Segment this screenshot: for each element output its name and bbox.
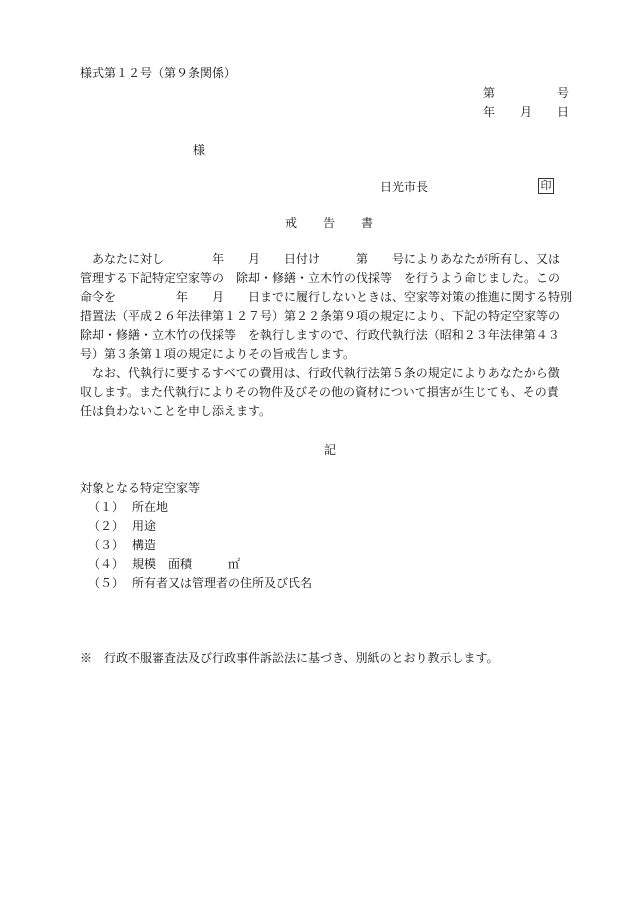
item-number: （５） <box>88 576 125 590</box>
body-line: あなたに対し 年 月 日付け 第 号によりあなたが所有し、又は <box>92 252 561 266</box>
item-number: （３） <box>88 538 125 552</box>
item-number: （１） <box>88 500 125 514</box>
item-label: 規模 面積 ㎡ <box>132 557 241 571</box>
document-number-suffix: 号 <box>556 86 569 100</box>
item-label: 所在地 <box>132 500 169 514</box>
document-number-prefix: 第 <box>483 86 496 100</box>
item-label: 構造 <box>132 538 157 552</box>
title-char-1: 戒 <box>285 216 298 230</box>
seal-mark: 印 <box>538 178 554 194</box>
body-line: 収します。また代執行によりその物件及びその他の資材について損害が生じても、その責 <box>80 385 559 399</box>
date-month: 月 <box>519 105 532 119</box>
body-line: なお、代執行に要するすべての費用は、行政代執行法第５条の規定によりあなたから徴 <box>92 366 560 380</box>
item-label: 所有者又は管理者の住所及び氏名 <box>132 576 313 590</box>
title-char-3: 書 <box>360 216 373 230</box>
document-date <box>483 106 569 118</box>
body-line: 除却・修繕・立木竹の伐採等 を執行しますので、行政代執行法（昭和２３年法律第４３ <box>80 328 560 342</box>
body-line: 命令を 年 月 日までに履行しないときは、空家等対策の推進に関する特別 <box>80 290 573 304</box>
footnote: ※ 行政不服審査法及び行政事件訴訟法に基づき、別紙のとおり教示します。 <box>80 651 499 665</box>
item-number: （２） <box>88 519 125 533</box>
date-day: 日 <box>556 105 569 119</box>
notes-heading: 記 <box>324 443 337 457</box>
document-number <box>483 87 569 99</box>
target-item <box>88 519 156 533</box>
body-line: 措置法（平成２６年法律第１２７号）第２２条第９項の規定により、下記の特定空家等の <box>80 309 561 323</box>
body-paragraph-2 <box>80 364 580 421</box>
title-char-2: 告 <box>322 216 335 230</box>
body-line: 任は負わないことを申し添えます。 <box>80 404 272 418</box>
body-line: 管理する下記特定空家等の 除却・修繕・立木竹の伐採等 を行うよう命じました。この <box>80 271 561 285</box>
form-number: 様式第１２号（第９条関係） <box>80 66 237 80</box>
target-heading: 対象となる特定空家等 <box>80 481 201 495</box>
addressee-honorific: 様 <box>193 143 206 157</box>
item-label: 用途 <box>132 519 157 533</box>
item-number: （４） <box>88 557 125 571</box>
target-item <box>88 500 168 514</box>
body-line: 号）第３条第１項の規定によりその旨戒告します。 <box>80 347 356 361</box>
target-item <box>88 576 312 590</box>
body-paragraph-1 <box>80 250 580 364</box>
target-item <box>88 557 240 571</box>
document-title <box>285 217 373 229</box>
date-year: 年 <box>483 105 496 119</box>
issuer-title: 日光市長 <box>380 180 429 194</box>
target-item <box>88 538 156 552</box>
